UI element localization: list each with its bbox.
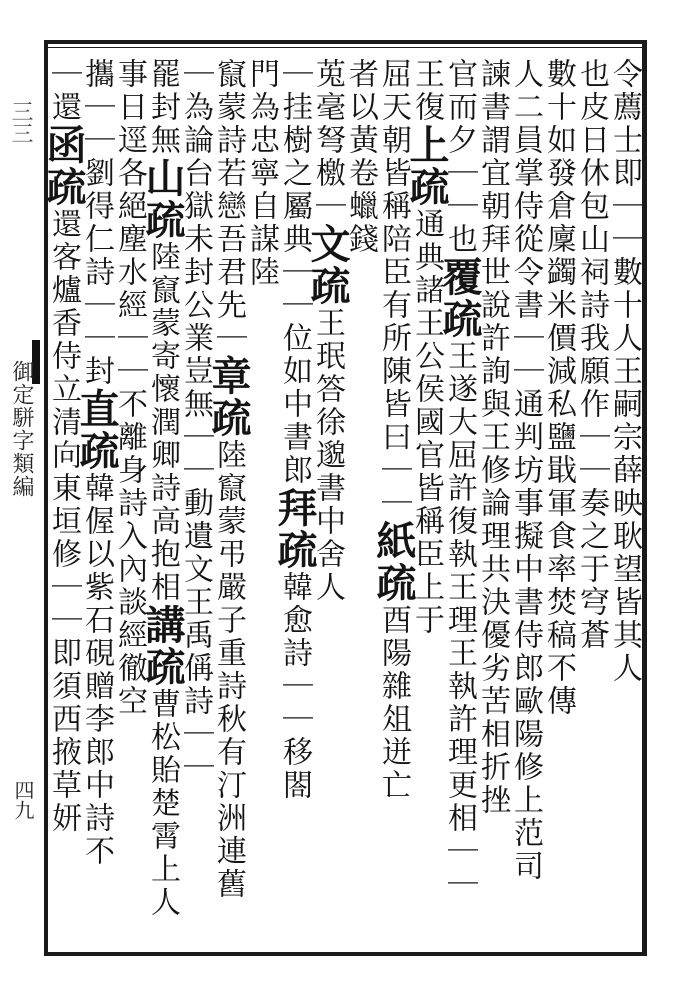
entry-text: 典｜｜位如中書郎	[277, 223, 312, 487]
entry-text: 官而夕｜｜也	[442, 58, 477, 256]
entry-heading: 函疏	[40, 124, 87, 208]
entry-text: 王復	[409, 58, 444, 124]
entry-heading: 上疏	[403, 124, 450, 208]
entry-text: 逕各絕塵水經｜｜不離身	[112, 124, 147, 487]
entry-text: 人二員掌侍從令書｜｜通判坊事擬中書侍郎歐陽修上范司	[508, 58, 543, 883]
entry-heading: 講疏	[139, 604, 186, 688]
margin-book-title: 御定駢字類編	[9, 360, 34, 498]
entry-text: 韓偓以紫石硯贈李郎中詩不	[79, 472, 114, 868]
entry-text: 向東垣修｜｜即須西掖草妍	[46, 439, 81, 835]
entry-text: 天朝皆稱陪臣有所陳皆曰｜｜	[376, 91, 411, 520]
entry-text: 也皮日休包山祠詩我願作｜｜奏之于穹蒼	[574, 58, 609, 652]
page-margin	[0, 40, 44, 948]
entry-text: 詩入內談經徹空	[112, 487, 147, 718]
entry-text: 者以黃卷蠟錢	[343, 58, 378, 256]
margin-top-marks: 三三	[8, 100, 33, 144]
entry-text: 通典諸王公侯國官皆稱臣上于	[409, 208, 444, 637]
entry-heading: 山疏	[139, 157, 186, 241]
entry-text: 數十如發倉廩蠲米價減私鹽戢軍食率焚稿不傳	[541, 58, 576, 718]
entry-heading: 拜疏	[271, 487, 318, 571]
entry-text: 令薦士即｜｜數十人王嗣宗薛映耿望皆其人	[607, 58, 642, 685]
entry-heading: 文疏	[304, 223, 351, 307]
entry-text: 陸竄蒙弔嚴子重詩秋有汀洲連舊	[211, 439, 246, 901]
entry-text: 罷封無	[145, 58, 180, 157]
entry-text: 門為忠寧自謀陸	[244, 58, 279, 289]
entry-text: 王珉答徐邈書中舍人	[310, 307, 345, 604]
margin-page-number: 四九	[11, 780, 35, 820]
entry-heading: 覆疏	[436, 256, 483, 340]
top-rule	[44, 47, 644, 48]
entry-heading: 紙疏	[370, 520, 417, 604]
entry-text: 事日	[112, 58, 147, 124]
entry-text: 曹松貽楚霄上人	[145, 688, 180, 919]
entry-text: ｜挂樹之屬	[277, 58, 312, 223]
entry-text: 還客爐香侍立清	[46, 208, 81, 439]
entry-text: 莵毫弩檄｜	[310, 58, 345, 223]
entry-text: 竄蒙詩若戀吾君先｜	[211, 58, 246, 355]
entry-text: 王遂大屈許復執王理王執許理更相｜｜	[442, 340, 477, 901]
entry-text: 韓愈詩｜｜移閤	[277, 571, 312, 802]
entry-text: 陸竄蒙寄懷潤卿詩高抱相	[145, 241, 180, 604]
entry-text: ｜為論台獄未封公	[178, 58, 213, 322]
entry-text: 攜｜｜劉得仁詩｜｜封	[79, 58, 114, 388]
entry-text: 屈	[376, 58, 411, 91]
entry-text: ｜還	[46, 58, 81, 124]
text-column	[40, 58, 87, 938]
entry-text: 諫書謂宜朝拜世說許詢與王修論理共決優劣苦相折挫	[475, 58, 510, 817]
entry-text: 業豈無｜｜動遺文王禹偁詩｜｜	[178, 322, 213, 784]
entry-heading: 直疏	[73, 388, 120, 472]
entry-heading: 章疏	[205, 355, 252, 439]
entry-text: 酉陽雜俎迸亡	[376, 604, 411, 802]
